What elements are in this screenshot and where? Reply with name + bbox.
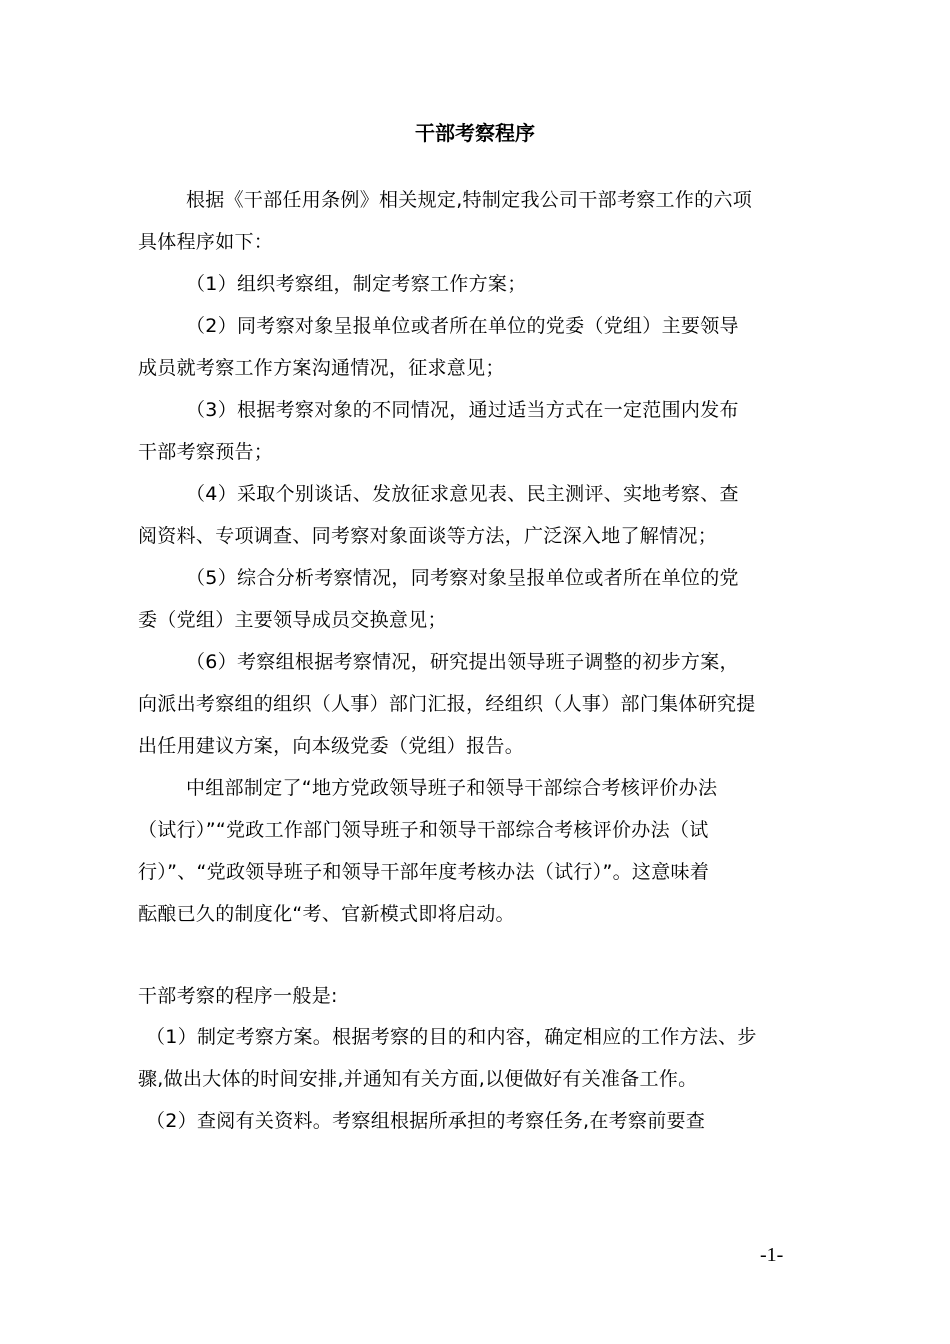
paragraph-line: （4）采取个别谈话、发放征求意见表、民主测评、实地考察、查 (186, 483, 739, 505)
paragraph-line: （2）查阅有关资料。考察组根据所承担的考察任务,在考察前要查 (146, 1110, 706, 1132)
paragraph-line: 干部考察预告； (138, 441, 274, 463)
page-number: -1- (760, 1244, 784, 1266)
paragraph-line: 向派出考察组的组织（人事）部门汇报，经组织（人事）部门集体研究提 (138, 693, 756, 715)
document-title: 干部考察程序 (415, 121, 535, 145)
paragraph-line: 酝酿已久的制度化“考、官新模式即将启动。 (138, 903, 515, 925)
paragraph-line: 行）”、“党政领导班子和领导干部年度考核办法（试行）”。这意味着 (138, 861, 710, 883)
paragraph-line: 出任用建议方案，向本级党委（党组）报告。 (138, 735, 525, 757)
paragraph-line: 骤,做出大体的时间安排,并通知有关方面,以便做好有关准备工作。 (138, 1068, 698, 1090)
paragraph-line: 具体程序如下： (138, 231, 274, 253)
paragraph-line: （6）考察组根据考察情况，研究提出领导班子调整的初步方案， (186, 651, 739, 673)
paragraph-line: 成员就考察工作方案沟通情况，征求意见； (138, 357, 505, 379)
paragraph-line: （1）制定考察方案。根据考察的目的和内容，确定相应的工作方法、步 (146, 1026, 757, 1048)
paragraph-line: 根据《干部任用条例》相关规定,特制定我公司干部考察工作的六项 (186, 189, 753, 211)
paragraph-line: （3）根据考察对象的不同情况，通过适当方式在一定范围内发布 (186, 399, 739, 421)
paragraph-line: （1）组织考察组，制定考察工作方案； (186, 273, 527, 295)
paragraph-line: 阅资料、专项调查、同考察对象面谈等方法，广泛深入地了解情况； (138, 525, 718, 547)
paragraph-line: （5）综合分析考察情况，同考察对象呈报单位或者所在单位的党 (186, 567, 739, 589)
paragraph-line: 中组部制定了“地方党政领导班子和领导干部综合考核评价办法 (186, 777, 718, 799)
paragraph-line: （2）同考察对象呈报单位或者所在单位的党委（党组）主要领导 (186, 315, 739, 337)
paragraph-line: 干部考察的程序一般是: (138, 985, 338, 1007)
paragraph-line: 委（党组）主要领导成员交换意见； (138, 609, 447, 631)
paragraph-line: （试行）”“党政工作部门领导班子和领导干部综合考核评价办法（试 (138, 819, 709, 841)
